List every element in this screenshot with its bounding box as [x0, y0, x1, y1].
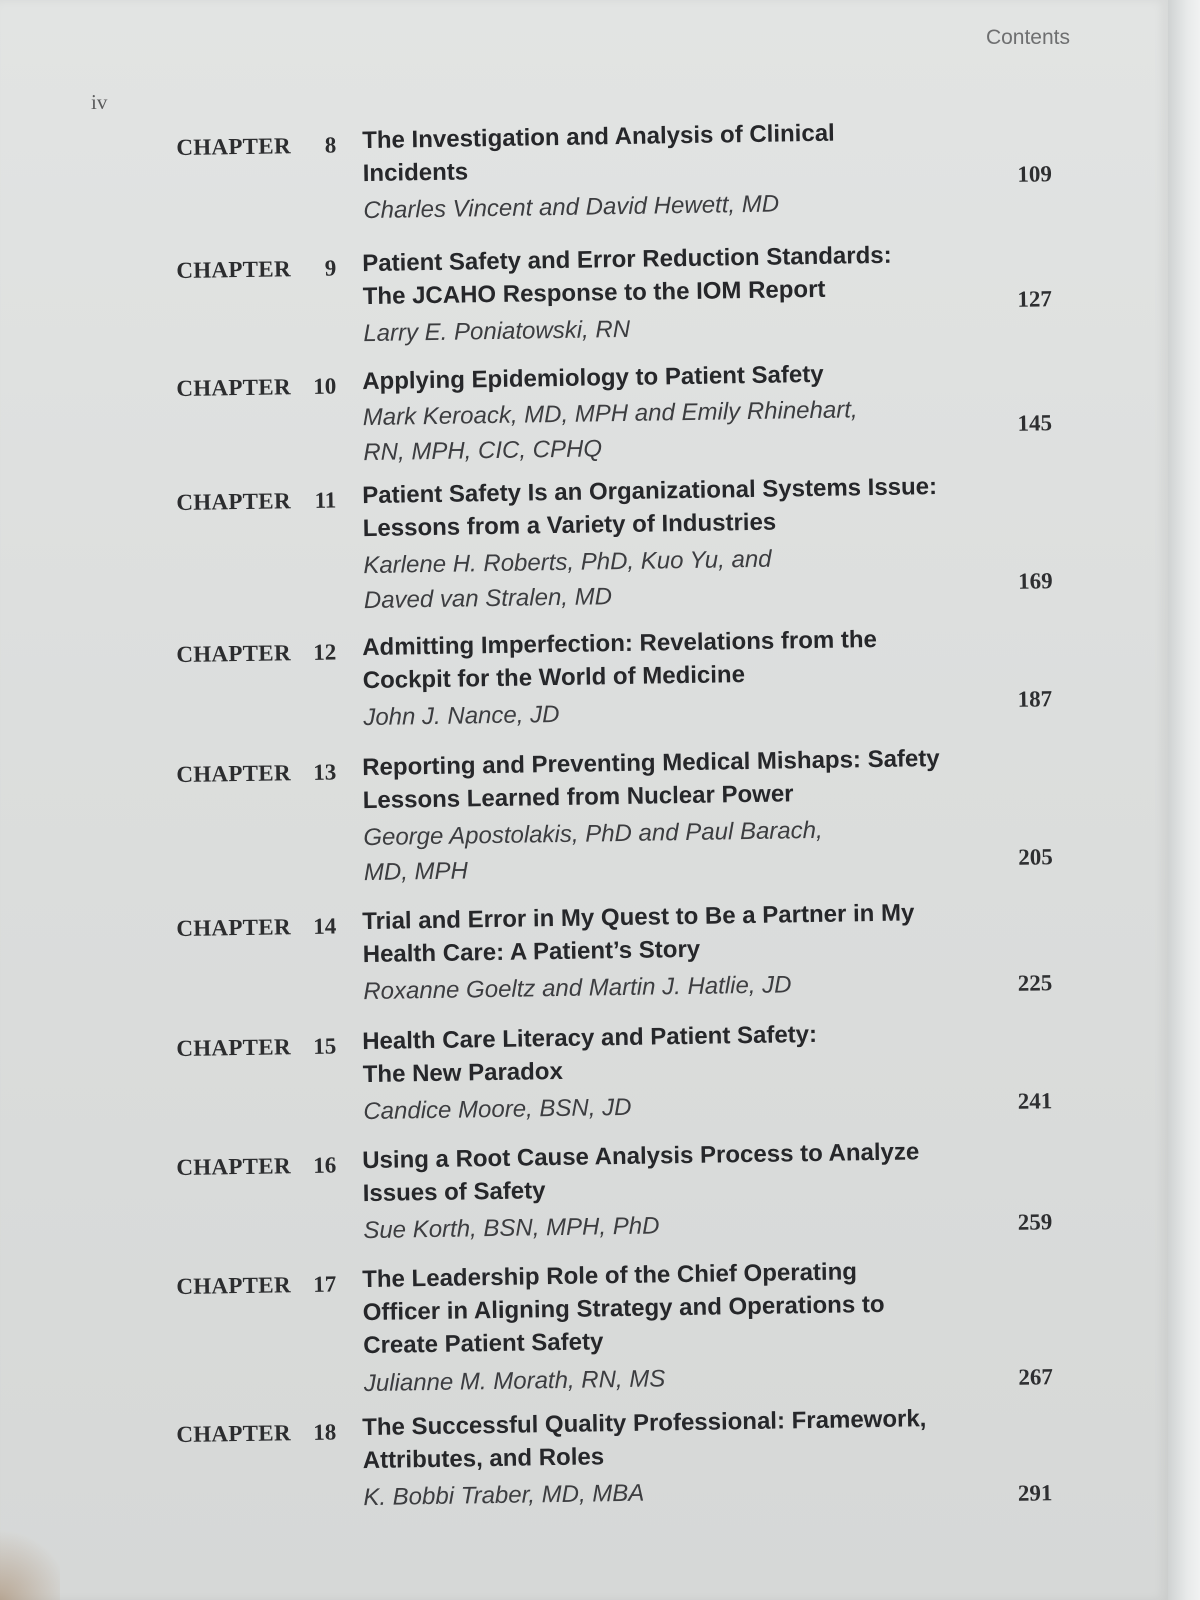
chapter-page-number: 241	[1017, 1088, 1053, 1114]
chapter-title-line: Lessons from a Variety of Industries	[362, 508, 777, 543]
chapter-authors-line: Daved van Stralen, MD	[363, 583, 613, 615]
chapter-title-line: Patient Safety Is an Organizational Systems Issue:	[362, 473, 938, 510]
chapter-number: 18	[313, 1419, 337, 1445]
page-edge	[1168, 0, 1200, 1600]
chapter-page-number: 259	[1017, 1209, 1053, 1235]
running-head: Contents	[985, 26, 1070, 49]
toc-entry	[176, 740, 1076, 887]
chapter-word: CHAPTER	[176, 760, 292, 787]
toc-entry	[176, 236, 1076, 348]
chapter-label	[176, 132, 336, 161]
chapter-word: CHAPTER	[176, 914, 292, 941]
chapter-word: CHAPTER	[176, 374, 292, 401]
chapter-title-line: The Successful Quality Professional: Framework,	[362, 1405, 927, 1442]
chapter-label	[176, 639, 336, 668]
chapter-page-number: 291	[1017, 1480, 1053, 1506]
toc-entry	[176, 1252, 1076, 1398]
chapter-authors-line: George Apostolakis, PhD and Paul Barach,	[363, 816, 823, 852]
chapter-label	[176, 1419, 336, 1448]
chapter-label	[176, 1152, 336, 1181]
chapter-authors-line: Roxanne Goeltz and Martin J. Hatlie, JD	[363, 971, 792, 1006]
chapter-authors-line: Sue Korth, BSN, MPH, PhD	[363, 1212, 660, 1245]
chapter-title-line: The New Paradox	[362, 1057, 564, 1089]
chapter-number: 14	[313, 913, 337, 939]
chapter-label	[176, 1271, 336, 1300]
chapter-number: 17	[313, 1271, 337, 1297]
page-folio: iv	[91, 90, 108, 114]
chapter-label	[176, 487, 336, 516]
chapter-page-number: 109	[1017, 161, 1053, 187]
toc-entry	[176, 468, 1076, 615]
chapter-authors-line: Karlene H. Roberts, PhD, Kuo Yu, and	[363, 545, 772, 580]
chapter-title-line: Attributes, and Roles	[362, 1443, 605, 1475]
chapter-page-number: 205	[1018, 844, 1053, 870]
chapter-title-line: Applying Epidemiology to Patient Safety	[362, 360, 824, 396]
chapter-authors-line: Mark Keroack, MD, MPH and Emily Rhinehart,	[362, 396, 858, 432]
chapter-title-line: Lessons Learned from Nuclear Power	[362, 780, 794, 815]
chapter-title-line: The Investigation and Analysis of Clinical	[362, 119, 835, 155]
toc-entry	[176, 1400, 1076, 1512]
chapter-title-line: Health Care Literacy and Patient Safety:	[362, 1020, 818, 1056]
chapter-authors-line: MD, MPH	[363, 857, 469, 887]
chapter-word: CHAPTER	[176, 1420, 292, 1447]
chapter-page-number: 169	[1017, 568, 1053, 594]
chapter-number: 9	[324, 255, 337, 281]
chapter-label	[176, 759, 336, 788]
chapter-title-line: The JCAHO Response to the IOM Report	[362, 275, 826, 311]
chapter-number: 12	[313, 639, 337, 665]
chapter-authors-line: Charles Vincent and David Hewett, MD	[363, 190, 780, 225]
photo-shadow	[0, 1520, 60, 1600]
chapter-title-line: Issues of Safety	[362, 1177, 546, 1208]
chapter-title-line: Reporting and Preventing Medical Mishaps: Safety	[362, 745, 940, 782]
chapter-authors-line: RN, MPH, CIC, CPHQ	[363, 435, 603, 467]
chapter-number: 8	[324, 132, 337, 158]
chapter-title-line: Trial and Error in My Quest to Be a Partner in My	[362, 899, 915, 936]
toc-entry	[176, 620, 1076, 732]
chapter-page-number: 187	[1017, 686, 1053, 712]
chapter-authors-line: Julianne M. Morath, RN, MS	[363, 1365, 666, 1398]
chapter-label	[176, 255, 336, 284]
chapter-number: 11	[314, 487, 337, 513]
toc-entry	[176, 354, 1076, 467]
chapter-authors-line: Larry E. Poniatowski, RN	[363, 315, 631, 348]
chapter-word: CHAPTER	[176, 133, 292, 160]
chapter-label	[176, 373, 336, 402]
chapter-word: CHAPTER	[176, 256, 292, 283]
chapter-number: 10	[313, 373, 337, 399]
chapter-title-line: Cockpit for the World of Medicine	[362, 661, 746, 695]
chapter-authors-line: K. Bobbi Traber, MD, MBA	[363, 1479, 645, 1512]
chapter-title-line: Officer in Aligning Strategy and Operations to	[362, 1290, 885, 1327]
toc-entry	[176, 894, 1076, 1006]
toc-entry	[176, 113, 1076, 225]
chapter-authors-line: Candice Moore, BSN, JD	[363, 1093, 632, 1126]
chapter-label	[176, 913, 336, 942]
chapter-page-number: 127	[1017, 286, 1053, 312]
chapter-title-line: Patient Safety and Error Reduction Standards:	[362, 241, 892, 278]
chapter-word: CHAPTER	[176, 640, 292, 667]
chapter-title-line: Using a Root Cause Analysis Process to Analyze	[362, 1138, 920, 1175]
chapter-label	[176, 1033, 336, 1062]
chapter-page-number: 225	[1017, 970, 1053, 996]
chapter-number: 15	[313, 1033, 337, 1059]
chapter-title-line: Admitting Imperfection: Revelations from the	[362, 625, 878, 662]
chapter-word: CHAPTER	[176, 1034, 292, 1061]
chapter-page-number: 267	[1018, 1364, 1054, 1390]
chapter-title-line: Incidents	[362, 158, 469, 188]
chapter-authors-line: John J. Nance, JD	[363, 700, 560, 732]
toc-entry	[176, 1014, 1076, 1126]
chapter-title-line: Health Care: A Patient’s Story	[362, 935, 701, 969]
chapter-word: CHAPTER	[176, 1272, 292, 1299]
chapter-number: 13	[313, 759, 337, 785]
chapter-word: CHAPTER	[176, 1153, 292, 1180]
chapter-title-line: The Leadership Role of the Chief Operating	[362, 1258, 858, 1294]
chapter-word: CHAPTER	[176, 488, 292, 515]
toc-entry	[176, 1133, 1076, 1245]
chapter-title-line: Create Patient Safety	[363, 1328, 604, 1360]
chapter-page-number: 145	[1017, 410, 1053, 436]
chapter-number: 16	[313, 1152, 337, 1178]
